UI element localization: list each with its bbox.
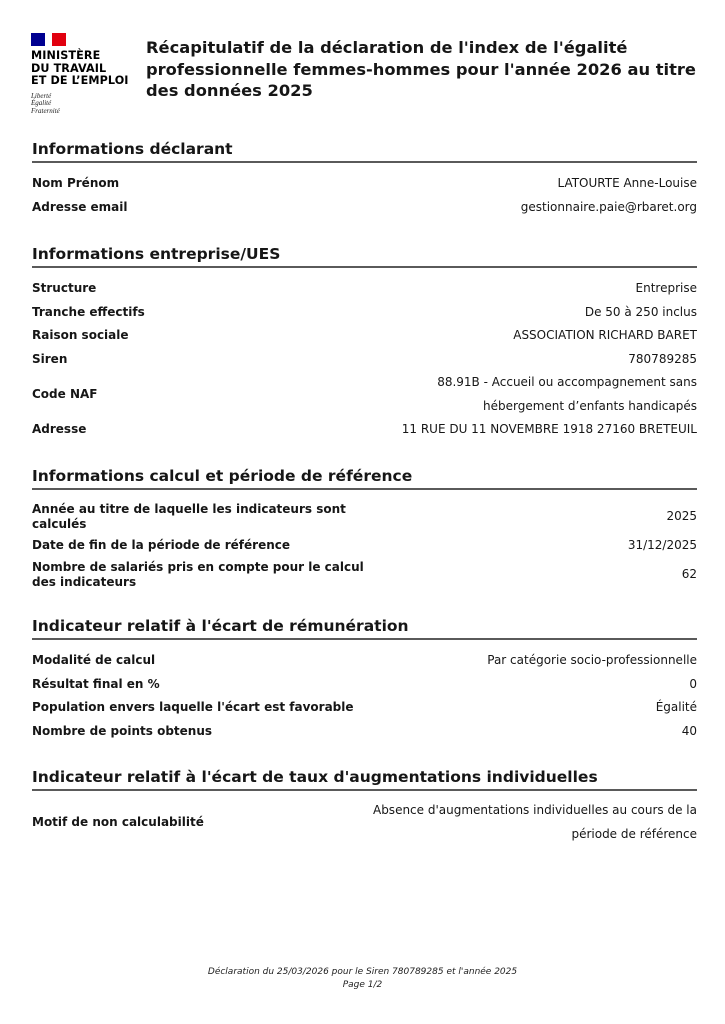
section-entreprise	[32, 244, 697, 442]
section-declarant	[32, 139, 697, 219]
section-title: Informations déclarant	[32, 139, 697, 163]
section-ecart-augmentations	[32, 767, 697, 846]
ministry-line: MINISTÈRE	[31, 49, 101, 62]
section-title: Indicateur relatif à l'écart de rémunération	[32, 616, 697, 640]
ministry-line: ET DE L’EMPLOI	[31, 74, 129, 87]
field-value: 62	[681, 566, 697, 581]
field-value: 780789285	[628, 351, 697, 366]
marianne-flag-icon	[31, 33, 66, 46]
field-row	[32, 324, 697, 348]
document-header	[31, 33, 697, 115]
field-row	[32, 196, 697, 220]
field-label: Nom Prénom	[32, 176, 120, 191]
document-title: Récapitulatif de la déclaration de l'index de l'égalité professionnelle femmes-hommes pour l'année 2026 au titre des données 2025	[146, 38, 696, 100]
field-value: 0	[689, 676, 697, 691]
flag-red-band	[52, 33, 66, 46]
field-label: Nombre de points obtenus	[32, 723, 213, 738]
field-value: Égalité	[655, 700, 697, 714]
ministry-name	[31, 50, 141, 88]
motto-line: Égalité	[31, 99, 52, 107]
motto-line: Liberté	[31, 91, 52, 100]
field-label: Modalité de calcul	[32, 653, 156, 668]
field-row	[32, 720, 697, 744]
field-row	[32, 301, 697, 325]
field-row	[32, 799, 697, 846]
flag-white-band	[45, 33, 52, 46]
field-row	[32, 649, 697, 673]
field-value: De 50 à 250 inclus	[584, 304, 697, 319]
field-row	[32, 371, 697, 418]
field-row	[32, 277, 697, 301]
field-row	[32, 348, 697, 372]
field-value: Absence d'augmentations individuelles au cours de la période de référence	[372, 803, 697, 841]
footer-page-number: Page 1/2	[342, 980, 383, 990]
field-row	[32, 558, 697, 592]
field-label: Année au titre de laquelle les indicateurs sont calculés	[32, 502, 346, 531]
ministry-logo	[31, 33, 141, 115]
field-row	[32, 534, 697, 558]
field-value: gestionnaire.paie@rbaret.org	[520, 199, 697, 214]
field-label: Motif de non calculabilité	[32, 815, 204, 829]
field-value: LATOURTE Anne-Louise	[557, 176, 697, 190]
field-label: Tranche effectifs	[32, 304, 145, 319]
field-label: Siren	[32, 351, 68, 366]
footer-declaration: Déclaration du 25/03/2026 pour le Siren 780789285 et l'année 2025	[207, 967, 518, 977]
field-row	[32, 172, 697, 196]
page-footer	[0, 966, 725, 992]
field-label: Nombre de salariés pris en compte pour le calcul des indicateurs	[32, 559, 364, 589]
field-value: 2025	[666, 509, 697, 524]
field-value: Par catégorie socio-professionnelle	[487, 653, 697, 667]
field-row	[32, 500, 697, 534]
field-label: Résultat final en %	[32, 676, 160, 691]
section-ecart-remuneration	[32, 616, 697, 743]
field-row	[32, 696, 697, 720]
field-label: Population envers laquelle l'écart est favorable	[32, 700, 354, 715]
motto-line: Fraternité	[31, 106, 60, 115]
republic-motto	[31, 93, 141, 116]
field-value: 31/12/2025	[627, 538, 697, 552]
section-title: Indicateur relatif à l'écart de taux d'augmentations individuelles	[32, 767, 697, 791]
field-value: ASSOCIATION RICHARD BARET	[513, 328, 697, 342]
field-value: Entreprise	[635, 281, 697, 295]
field-label: Date de fin de la période de référence	[32, 538, 291, 553]
field-value: 88.91B - Accueil ou accompagnement sans hébergement d’enfants handicapés	[437, 375, 697, 413]
section-title: Informations entreprise/UES	[32, 244, 697, 268]
field-row	[32, 673, 697, 697]
field-label: Code NAF	[32, 387, 98, 401]
ministry-line: DU TRAVAIL	[31, 61, 107, 75]
field-label: Structure	[32, 281, 97, 296]
flag-blue-band	[31, 33, 45, 46]
section-title: Informations calcul et période de référence	[32, 466, 697, 490]
field-label: Adresse email	[32, 199, 128, 214]
field-label: Raison sociale	[32, 328, 129, 343]
section-calcul-periode	[32, 466, 697, 592]
field-value: 40	[681, 723, 697, 738]
field-row	[32, 418, 697, 442]
field-value: 11 RUE DU 11 NOVEMBRE 1918 27160 BRETEUIL	[401, 422, 697, 436]
field-label: Adresse	[32, 422, 87, 437]
